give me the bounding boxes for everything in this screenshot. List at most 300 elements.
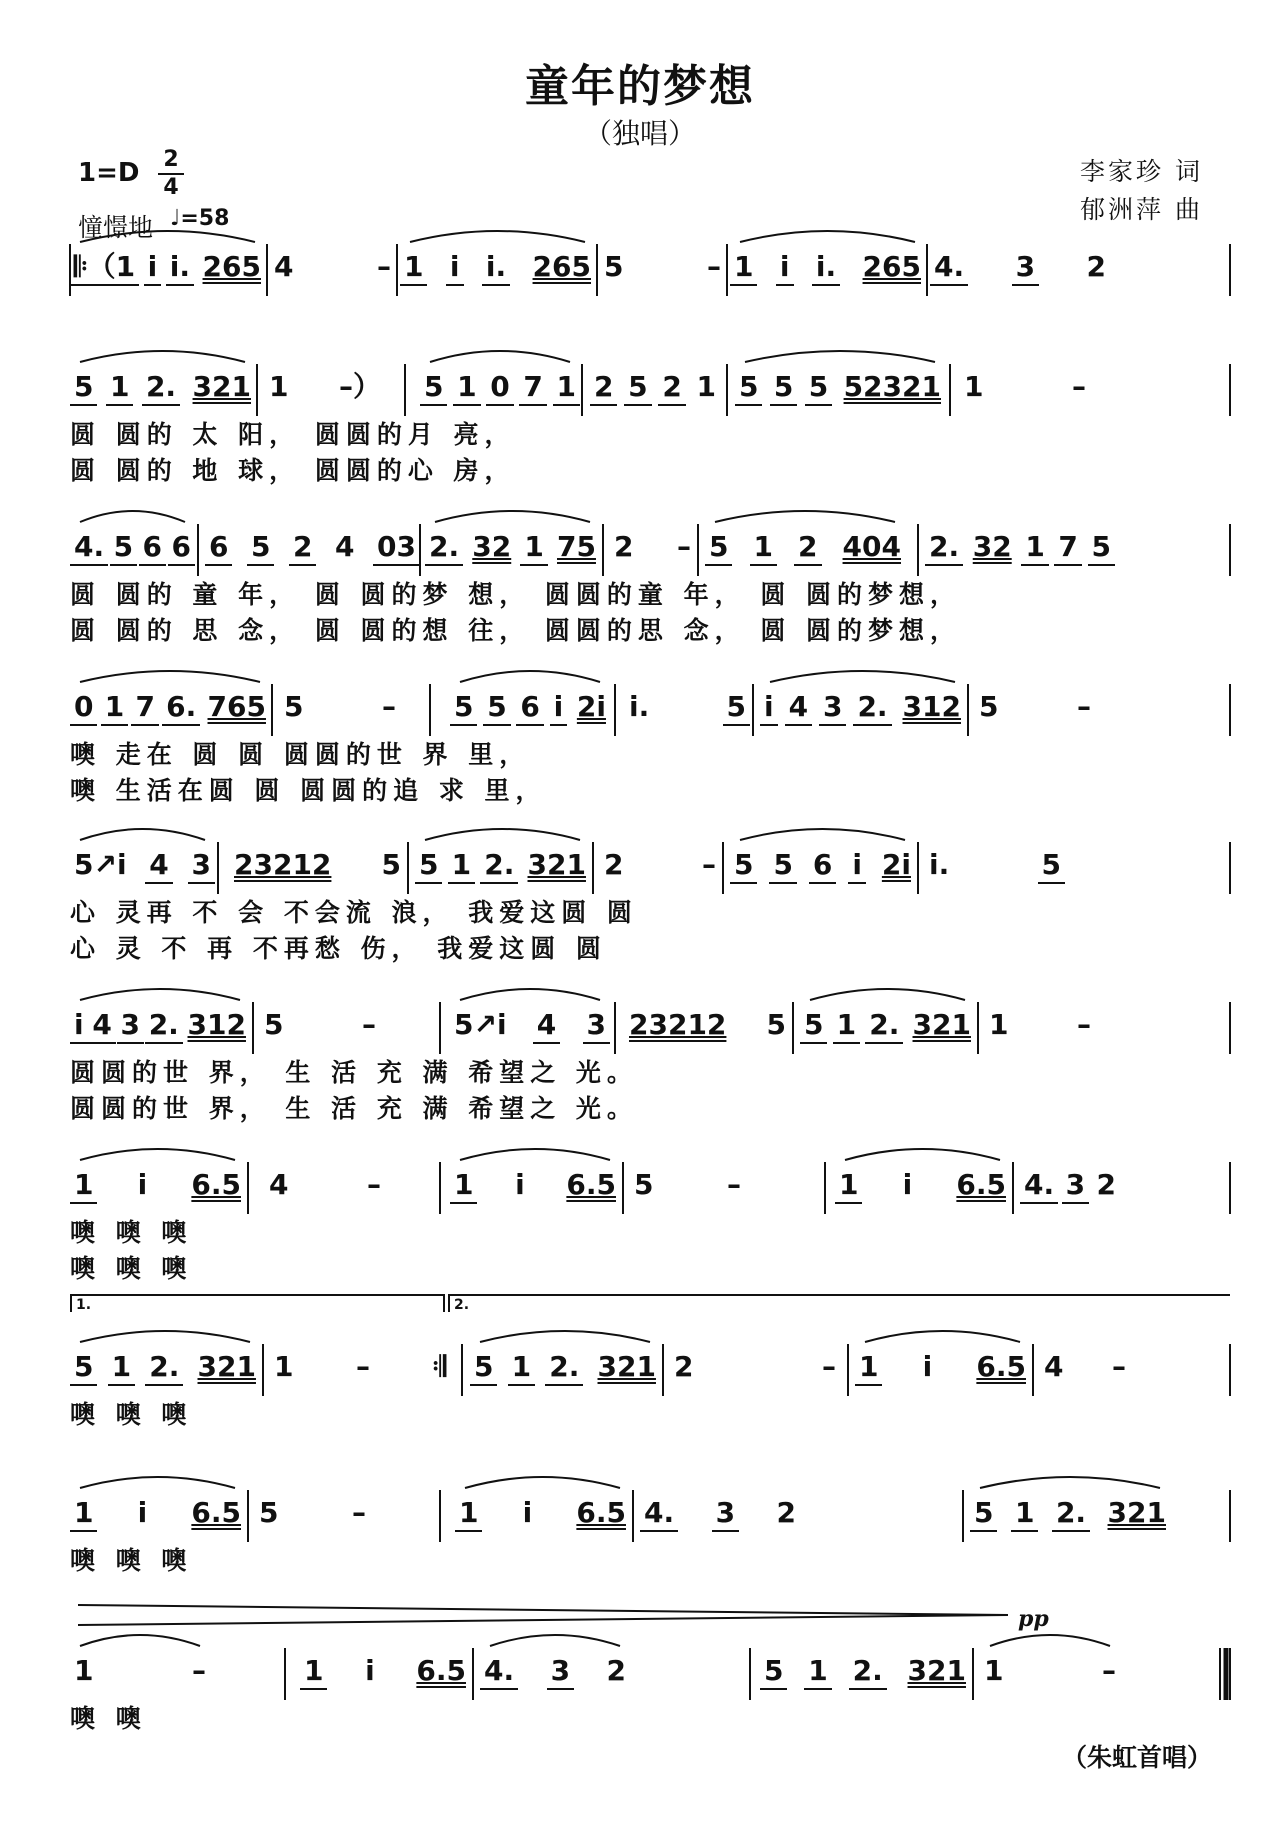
lyric-line-2: 圆 圆的 地 球， 圆圆的心 房， — [70, 456, 516, 485]
slur — [460, 671, 600, 682]
note: 5 — [634, 1168, 654, 1201]
note: i — [550, 690, 568, 726]
note: 321 — [1107, 1496, 1166, 1529]
note: – — [352, 1496, 366, 1529]
measure — [855, 1350, 1030, 1390]
note: 6 — [809, 848, 836, 884]
time-signature-top: 2 — [163, 147, 179, 172]
lyricist-credit: 李家珍 词 — [1080, 157, 1203, 186]
slur — [430, 351, 570, 362]
note: 6.5 — [191, 1496, 241, 1529]
note: 𝄇 — [432, 1350, 446, 1383]
measure — [760, 1654, 970, 1694]
slur — [80, 351, 245, 362]
note: 1 — [70, 1168, 97, 1204]
note: 312 — [902, 690, 961, 723]
measure — [985, 1008, 1095, 1048]
slur — [740, 829, 905, 840]
slur — [770, 671, 955, 682]
measure — [70, 370, 255, 410]
measure — [835, 1168, 1010, 1208]
note: i. — [166, 250, 194, 286]
note: i — [902, 1168, 913, 1201]
note: 265 — [862, 250, 921, 283]
note: 4 — [335, 530, 355, 563]
note: 4. — [1020, 1168, 1058, 1204]
note: 321 — [912, 1008, 971, 1041]
measure — [730, 250, 925, 290]
slur — [80, 511, 185, 522]
note: 2. — [480, 848, 518, 884]
measure — [610, 530, 695, 570]
note: 1 — [274, 1350, 294, 1383]
note: 5 — [770, 370, 797, 406]
note: 5 — [259, 1496, 279, 1529]
note: 1 — [553, 370, 580, 406]
measure — [70, 530, 195, 570]
lyric-line-2: 圆圆的世 界， 生 活 充 满 希望之 光。 — [70, 1094, 638, 1123]
note: 7 — [1054, 530, 1081, 566]
note: i. — [812, 250, 840, 286]
slur — [865, 1331, 1020, 1342]
note: – — [367, 1168, 381, 1201]
note: 5 — [450, 690, 477, 726]
measure — [930, 250, 1110, 290]
note: 2. — [425, 530, 463, 566]
note: 1 — [730, 250, 757, 286]
volta-1: 1. — [70, 1294, 445, 1312]
song-subtitle: （独唱） — [583, 117, 696, 150]
note: – — [1072, 370, 1086, 403]
measure — [960, 370, 1090, 410]
note: 2 — [674, 1350, 694, 1383]
note: – — [822, 1350, 836, 1383]
lyric-line-1: 圆圆的世 界， 生 活 充 满 希望之 光。 — [70, 1058, 638, 1087]
note: 5 — [110, 530, 137, 566]
note: 5 — [70, 1350, 97, 1386]
measure — [260, 1008, 380, 1048]
expression-marking: 憧憬地 — [78, 213, 154, 242]
note: 5 — [415, 848, 442, 884]
note: 1 — [455, 1496, 482, 1532]
note: 2 — [794, 530, 821, 566]
measure — [640, 1496, 800, 1536]
note: 1 — [696, 370, 716, 403]
note: 5 — [766, 1008, 786, 1041]
measure — [975, 690, 1095, 730]
slur — [810, 989, 965, 1000]
note: 6 — [139, 530, 166, 566]
measure — [450, 690, 610, 730]
measure — [70, 1008, 250, 1048]
note: 1 — [804, 1654, 831, 1690]
note: 2 — [614, 530, 634, 563]
note: 5 — [979, 690, 999, 723]
slur — [80, 1477, 235, 1488]
premiere-note: （朱虹首唱） — [1062, 1743, 1213, 1772]
note: 2. — [1052, 1496, 1090, 1532]
note: 2. — [849, 1654, 887, 1690]
slur — [480, 1331, 650, 1342]
note: i — [446, 250, 464, 286]
note: 321 — [192, 370, 251, 403]
note: 5↗i — [454, 1008, 507, 1041]
note: 2. — [865, 1008, 903, 1044]
time-signature-bottom: 4 — [163, 175, 179, 200]
measure — [470, 1350, 660, 1390]
lyric-line-2: 圆 圆的 思 念， 圆 圆的想 往， 圆圆的思 念， 圆 圆的梦想， — [70, 616, 962, 645]
note: 5 — [723, 690, 750, 726]
slur — [80, 829, 205, 840]
key-signature: 1=D — [78, 158, 140, 188]
note: 5 — [760, 1654, 787, 1690]
slur — [990, 1635, 1110, 1646]
note: 0 — [70, 690, 97, 726]
slur — [490, 1635, 620, 1646]
note: – — [1077, 1008, 1091, 1041]
note: 3 — [188, 848, 215, 884]
note: 75 — [557, 530, 596, 563]
note: 2. — [545, 1350, 583, 1386]
measure — [630, 1168, 745, 1208]
song-title: 童年的梦想 — [525, 61, 755, 112]
measure — [480, 1654, 630, 1694]
lyric-line-1: 噢 噢 噢 — [70, 1400, 193, 1429]
note: 1 — [400, 250, 427, 286]
note: 5 — [470, 1350, 497, 1386]
note: 321 — [527, 848, 586, 881]
note: 1 — [989, 1008, 1009, 1041]
note: 1 — [70, 1496, 97, 1532]
note: 5↗i — [74, 848, 127, 881]
measure — [705, 530, 905, 570]
note: 404 — [842, 530, 901, 563]
measure — [735, 370, 945, 410]
note: – — [355, 1350, 370, 1383]
measure — [1040, 1350, 1130, 1390]
note: 4. — [480, 1654, 518, 1690]
slur — [435, 511, 590, 522]
composer-credit: 郁洲萍 曲 — [1080, 195, 1203, 224]
lyric-line-1: 噢 噢 噢 — [70, 1218, 193, 1247]
note: 5 — [1088, 530, 1115, 566]
note: 4 — [269, 1168, 289, 1201]
note: 2 — [658, 370, 685, 406]
note: 4 — [145, 848, 172, 884]
slur — [80, 1331, 250, 1342]
measure — [450, 1168, 620, 1208]
measure — [205, 530, 420, 570]
lyric-line-2: 噢 噢 噢 — [70, 1254, 193, 1283]
note: 1 — [300, 1654, 327, 1690]
note: i — [848, 848, 866, 884]
note: 1 — [1021, 530, 1048, 566]
measure — [300, 1654, 470, 1694]
measure — [925, 530, 1115, 570]
slur — [460, 989, 600, 1000]
note: 4. — [640, 1496, 678, 1532]
lyric-line-2: 噢 生活在圆 圆 圆圆的追 求 里， — [70, 776, 547, 805]
note: 2. — [145, 1008, 183, 1044]
note: – — [377, 250, 391, 283]
note: 4 — [785, 690, 812, 726]
slur — [740, 231, 915, 242]
lyric-line-1: 噢 噢 噢 — [70, 1546, 193, 1575]
measure — [70, 848, 215, 888]
slur — [980, 1477, 1160, 1488]
note: 1 — [833, 1008, 860, 1044]
note: 5 — [381, 848, 401, 881]
note: 4 — [88, 1008, 115, 1044]
note: 2. — [853, 690, 891, 726]
note: 321 — [597, 1350, 656, 1383]
measure — [425, 530, 600, 570]
note: 4 — [274, 250, 294, 283]
note: 265 — [202, 250, 261, 283]
note: 1 — [269, 370, 289, 403]
measure — [625, 1008, 790, 1048]
note: 6. — [162, 690, 200, 726]
lyric-line-1: 噢 噢 — [70, 1704, 147, 1733]
note: – — [362, 1008, 376, 1041]
measure — [730, 848, 915, 888]
note: 2 — [289, 530, 316, 566]
note: – — [192, 1654, 206, 1687]
note: 2 — [1096, 1168, 1116, 1201]
note: 5 — [247, 530, 274, 566]
note: 2. — [145, 1350, 183, 1386]
note: 6.5 — [416, 1654, 466, 1687]
note: – — [382, 690, 396, 723]
measure — [415, 848, 590, 888]
note: – — [727, 1168, 741, 1201]
note: 4 — [1044, 1350, 1064, 1383]
note: 1 — [750, 530, 777, 566]
note: i — [515, 1168, 525, 1201]
slur — [715, 511, 895, 522]
note: 6.5 — [191, 1168, 241, 1201]
note: i. — [629, 690, 650, 723]
note: i — [137, 1496, 148, 1529]
note: 6.5 — [956, 1168, 1006, 1201]
measure — [70, 250, 265, 290]
measure — [600, 848, 720, 888]
note: 2 — [606, 1654, 626, 1687]
lyric-line-1: 心 灵再 不 会 不会流 浪， 我爱这圆 圆 — [70, 898, 638, 927]
note: 321 — [907, 1654, 966, 1687]
note: 5 — [769, 848, 796, 884]
slur — [465, 1477, 620, 1488]
measure — [230, 848, 405, 888]
lyric-line-1: 噢 走在 圆 圆 圆圆的世 界 里， — [70, 740, 531, 769]
note: 1 — [508, 1350, 535, 1386]
note: 7 — [519, 370, 546, 406]
note: 2 — [604, 848, 624, 881]
slur — [80, 1149, 235, 1160]
note: 32 — [472, 530, 512, 563]
slur — [845, 1149, 1000, 1160]
note: 2i — [881, 848, 911, 881]
note: 312 — [187, 1008, 246, 1041]
note: 1 — [520, 530, 547, 566]
measure — [270, 250, 395, 290]
note: 2. — [142, 370, 180, 406]
note: i. — [482, 250, 510, 286]
note: 3 — [547, 1654, 574, 1690]
measure — [265, 370, 385, 410]
note: 265 — [532, 250, 591, 283]
note: 765 — [207, 690, 266, 723]
note: 3 — [117, 1008, 144, 1044]
note: – — [1077, 690, 1091, 723]
note: 1 — [835, 1168, 862, 1204]
note: 23212 — [629, 1008, 727, 1041]
note: 6 — [168, 530, 195, 566]
note: – — [707, 250, 721, 283]
measure — [70, 690, 270, 730]
note: 2i — [576, 690, 606, 723]
slur — [425, 829, 580, 840]
measure — [925, 848, 1065, 888]
note: i — [365, 1654, 375, 1687]
volta-2: 2. — [448, 1294, 1230, 1312]
note: i — [522, 1496, 533, 1529]
note: 6.5 — [576, 1496, 626, 1529]
slur — [80, 671, 260, 682]
note: 1 — [101, 690, 128, 726]
note: – — [1112, 1350, 1126, 1383]
note: 6.5 — [566, 1168, 616, 1201]
measure — [70, 1496, 245, 1536]
note: 6.5 — [976, 1350, 1026, 1383]
measure — [590, 370, 720, 410]
note: 6 — [205, 530, 232, 566]
note: 2. — [925, 530, 963, 566]
slur — [80, 989, 240, 1000]
tempo-marking: ♩=58 — [170, 206, 230, 231]
note: 0 — [486, 370, 513, 406]
note: 3 — [712, 1496, 739, 1532]
note: 52321 — [843, 370, 941, 403]
note: 2 — [776, 1496, 796, 1529]
note: – — [677, 530, 691, 563]
note: 3 — [583, 1008, 610, 1044]
note: i — [144, 250, 162, 286]
measure — [265, 1168, 385, 1208]
note: 1 — [1011, 1496, 1038, 1532]
measure — [270, 1350, 450, 1390]
note: 1 — [106, 370, 133, 406]
note: 1 — [74, 1654, 94, 1687]
note: 5 — [70, 370, 97, 406]
note: i. — [929, 848, 950, 881]
measure — [70, 1168, 245, 1208]
note: –） — [338, 370, 381, 403]
measure — [70, 1654, 210, 1694]
note: 2 — [1086, 250, 1106, 283]
slur — [410, 231, 585, 242]
note: 3 — [1012, 250, 1039, 286]
measure — [280, 690, 400, 730]
measure — [70, 1350, 260, 1390]
note: 5 — [730, 848, 757, 884]
note: i — [137, 1168, 148, 1201]
note: i — [776, 250, 794, 286]
measure — [670, 1350, 840, 1390]
note: 5 — [705, 530, 732, 566]
note: 5 — [735, 370, 762, 406]
note: 𝄆（1 — [70, 250, 139, 286]
note: 5 — [970, 1496, 997, 1532]
measure — [800, 1008, 975, 1048]
note: i — [70, 1008, 88, 1044]
note: 321 — [197, 1350, 256, 1383]
note: 6 — [516, 690, 543, 726]
measure — [420, 370, 580, 410]
measure — [600, 250, 725, 290]
lyric-line-2: 心 灵 不 再 不再愁 伤， 我爱这圆 圆 — [70, 934, 607, 963]
note: 5 — [604, 250, 624, 283]
measure — [760, 690, 965, 730]
note: 3 — [1062, 1168, 1089, 1204]
note: 5 — [805, 370, 832, 406]
note: 23212 — [234, 848, 332, 881]
note: i — [922, 1350, 933, 1383]
measure — [625, 690, 750, 730]
note: 03 — [373, 530, 420, 566]
note: 1 — [855, 1350, 882, 1386]
lyric-line-1: 圆 圆的 童 年， 圆 圆的梦 想， 圆圆的童 年， 圆 圆的梦想， — [70, 580, 962, 609]
note: 1 — [984, 1654, 1004, 1687]
dynamic-pp: pp — [1018, 1606, 1049, 1632]
measure — [400, 250, 595, 290]
decrescendo-hairpin — [78, 1603, 1008, 1627]
measure — [450, 1008, 610, 1048]
note: 4. — [70, 530, 108, 566]
measure — [455, 1496, 630, 1536]
slur — [80, 1635, 200, 1646]
note: 5 — [1038, 848, 1065, 884]
note: 1 — [964, 370, 984, 403]
measure — [255, 1496, 370, 1536]
note: 4 — [533, 1008, 560, 1044]
measure — [1020, 1168, 1120, 1208]
note: – — [702, 848, 716, 881]
lyric-line-1: 圆 圆的 太 阳， 圆圆的月 亮， — [70, 420, 516, 449]
note: 2 — [590, 370, 617, 406]
note: 4. — [930, 250, 968, 286]
note: 1 — [450, 1168, 477, 1204]
measure — [970, 1496, 1170, 1536]
note: 5 — [420, 370, 447, 406]
note: 5 — [284, 690, 304, 723]
time-signature — [156, 148, 186, 200]
note: 5 — [483, 690, 510, 726]
note: 32 — [972, 530, 1012, 563]
note: 7 — [131, 690, 158, 726]
slur — [745, 351, 935, 362]
note: – — [1102, 1654, 1116, 1687]
note: 3 — [819, 690, 846, 726]
slur — [460, 1149, 610, 1160]
note: 1 — [108, 1350, 135, 1386]
note: 5 — [800, 1008, 827, 1044]
note: 1 — [448, 848, 475, 884]
note: i — [760, 690, 778, 726]
note: 5 — [624, 370, 651, 406]
note: 5 — [264, 1008, 284, 1041]
hairpin-shape — [78, 1603, 1008, 1627]
